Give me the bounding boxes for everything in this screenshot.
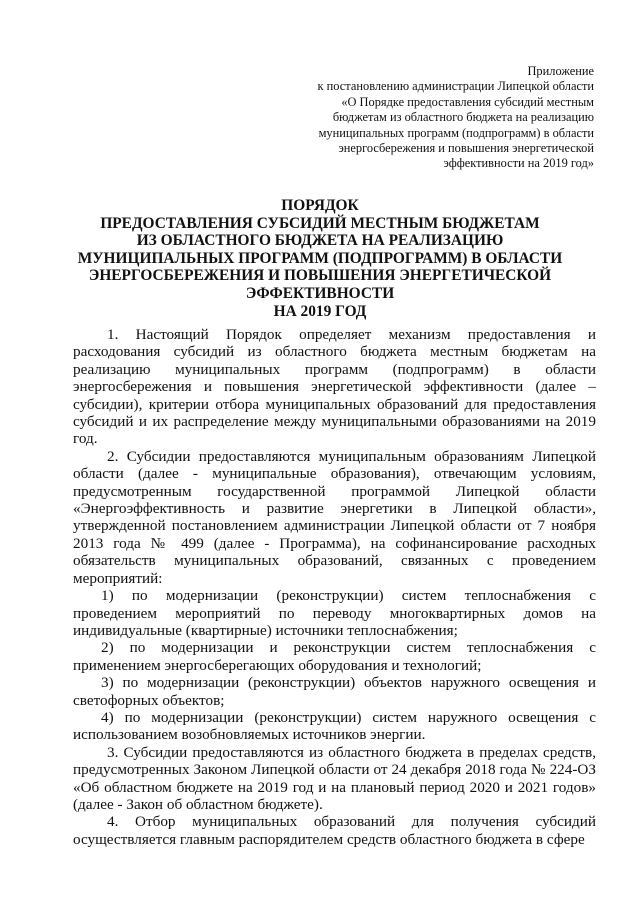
- title-line: ЭНЕРГОСБЕРЕЖЕНИЯ И ПОВЫШЕНИЯ ЭНЕРГЕТИЧЕСКОЙ: [88, 267, 552, 285]
- appendix-line: бюджетам из областного бюджета на реализацию: [332, 110, 594, 125]
- list-item-4: 4) по модернизации (реконструкции) систем наружного освещения с использованием возобновляемых источников энергии.: [73, 708, 596, 744]
- list-item-2: 2) по модернизации и реконструкции систем теплоснабжения с применением энергосберегающих оборудования и технологий;: [73, 639, 596, 674]
- document-body: [73, 326, 596, 848]
- document-title: [60, 197, 580, 320]
- appendix-header: [254, 64, 594, 172]
- appendix-line: к постановлению администрации Липецкой области: [317, 79, 594, 94]
- title-line: ПРЕДОСТАВЛЕНИЯ СУБСИДИЙ МЕСТНЫМ БЮДЖЕТАМ: [100, 214, 540, 232]
- paragraph-1: 1. Настоящий Порядок определяет механизм предоставления и расходования субсидий из областного бюджета местным бюджетам на реализацию муниципальных программ (подпрограмм) в области энергосбережения и повышения энергетической эффективности (далее – субсидии), критерии отбора муниципальных образований для предоставления субсидий и их распределение между муниципальными образованиями на 2019 год.: [73, 326, 596, 448]
- title-line: НА 2019 ГОД: [273, 302, 367, 320]
- title-line: ПОРЯДОК: [281, 197, 359, 214]
- appendix-line: эффективности на 2019 год»: [443, 156, 594, 171]
- paragraph-2: 2. Субсидии предоставляются муниципальным образованиям Липецкой области (далее - муниципальные образования), отвечающим условиям, предусмотренным государственной программой Липецкой области «Энергоэффективность и развитие энергетики в Липецкой области», утвержденной постановлением администрации Липецкой области от 7 ноября 2013 года № 499 (далее - Программа), на софинансирование расходных обязательств муниципальных образований, связанных с проведением мероприятий:: [73, 447, 596, 587]
- appendix-line: муниципальных программ (подпрограмм) в области: [318, 125, 594, 140]
- appendix-line: энергосбережения и повышения энергетической: [338, 141, 594, 156]
- appendix-line: Приложение: [527, 64, 594, 78]
- list-item-1: 1) по модернизации (реконструкции) систем теплоснабжения с проведением мероприятий по переводу многоквартирных домов на индивидуальные (квартирные) источники теплоснабжения;: [73, 587, 596, 639]
- paragraph-3: 3. Субсидии предоставляются из областного бюджета в пределах средств, предусмотренных Законом Липецкой области от 24 декабря 2018 года № 224-ОЗ «Об областном бюджете на 2019 год и на плановый период 2020 и 2021 годов» (далее - Закон об областном бюджете).: [73, 743, 596, 813]
- title-line: МУНИЦИПАЛЬНЫХ ПРОГРАММ (ПОДПРОГРАММ) В ОБЛАСТИ: [77, 249, 563, 267]
- appendix-line: «О Порядке предоставления субсидий местным: [341, 94, 594, 109]
- list-item-3: 3) по модернизации (реконструкции) объектов наружного освещения и светофорных объектов;: [73, 674, 596, 709]
- paragraph-4: 4. Отбор муниципальных образований для получения субсидий осуществляется главным распорядителем средств областного бюджета в сфере: [73, 813, 596, 848]
- title-line: ИЗ ОБЛАСТНОГО БЮДЖЕТА НА РЕАЛИЗАЦИЮ: [136, 232, 504, 250]
- title-line: ЭФФЕКТИВНОСТИ: [245, 284, 395, 302]
